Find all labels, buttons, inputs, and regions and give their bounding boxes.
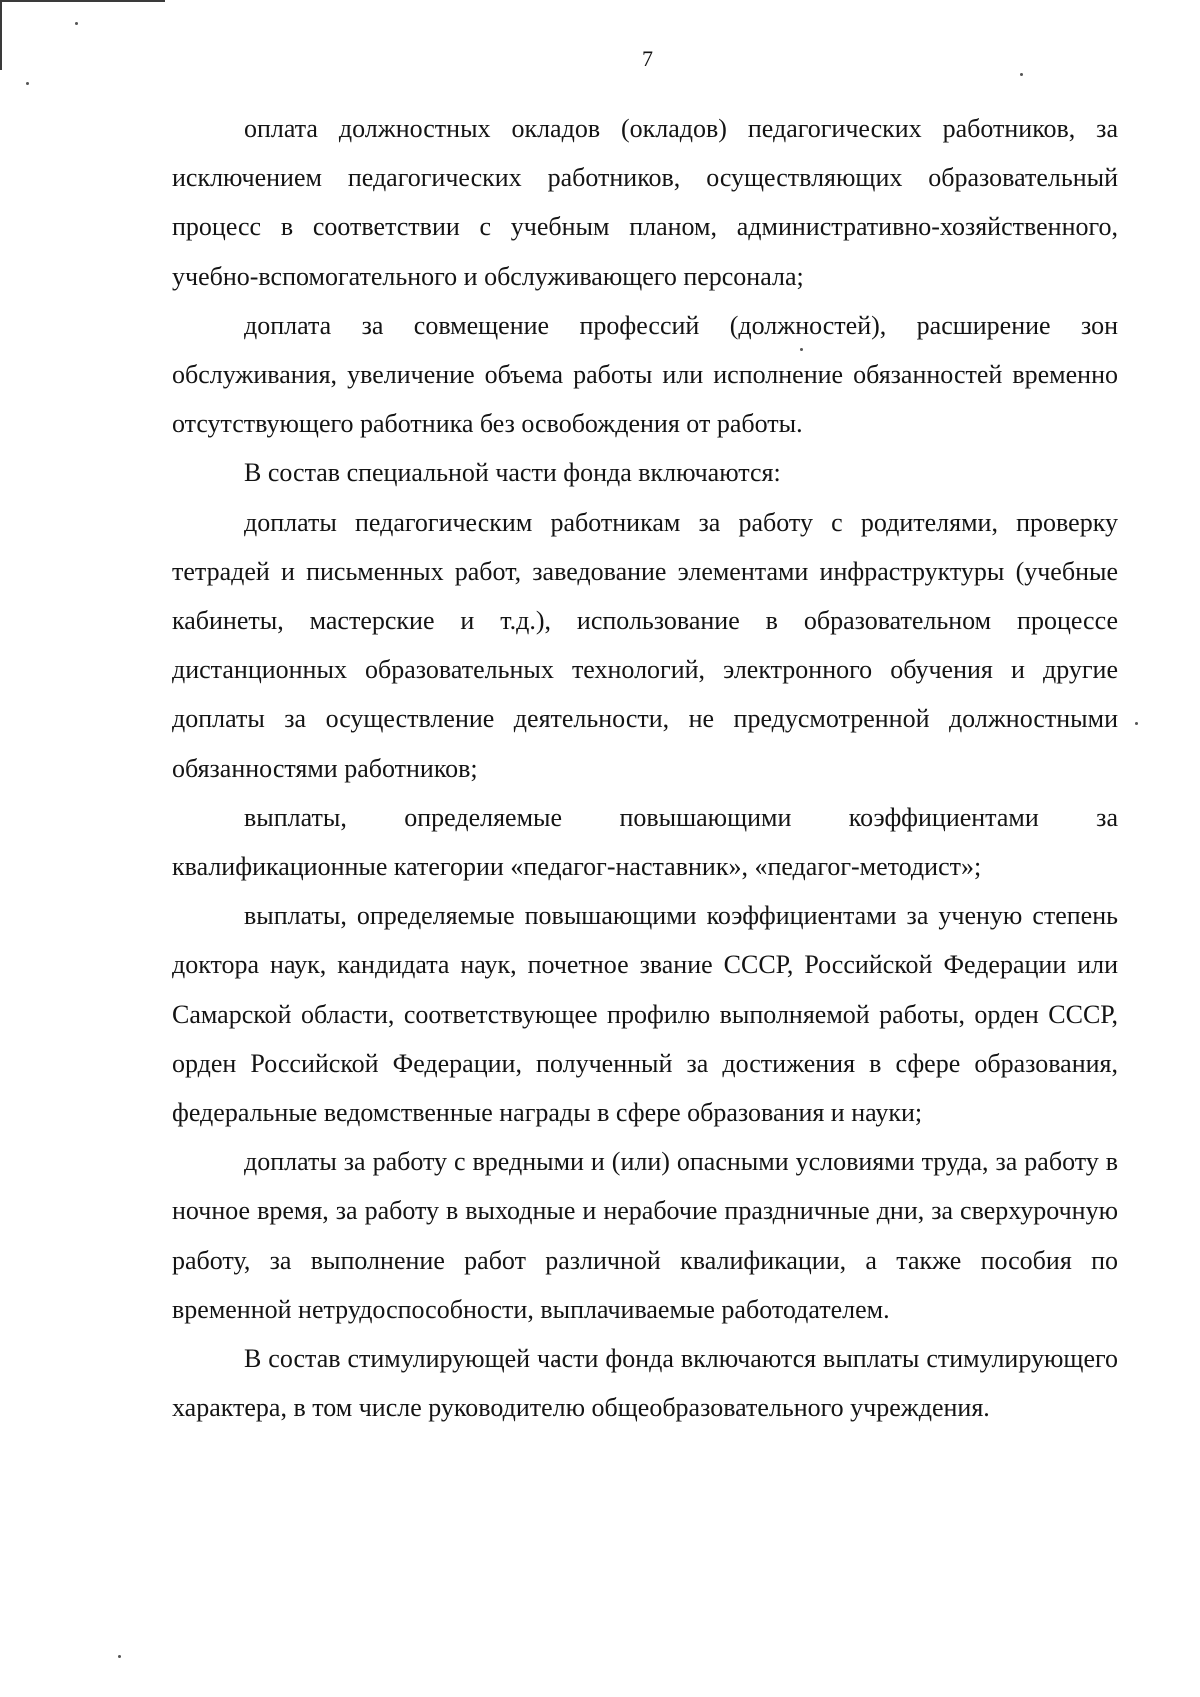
paragraph: доплата за совмещение профессий (должностей), расширение зон обслуживания, увеличение объема работы или исполнение обязанностей временно отсутствующего работника без освобождения от работы. (172, 310, 1118, 439)
paragraph: выплаты, определяемые повышающими коэффициентами за квалификационные категории «педагог-наставник», «педагог-методист»; (172, 802, 1118, 882)
paragraph: оплата должностных окладов (окладов) педагогических работников, за исключением педагогических работников, осуществляющих образовательный процесс в соответствии с учебным планом, административно-хозяйственного, учебно-вспомогательного и обслуживающего персонала; (172, 114, 1118, 291)
scan-edge-top (0, 0, 165, 2)
paragraph: выплаты, определяемые повышающими коэффициентами за ученую степень доктора наук, кандидата наук, почетное звание СССР, Российской Федерации или Самарской области, соответствующее профилю выполняемой работы, орден СССР, орден Российской Федерации, полученный за достижения в сфере образования, федеральные ведомственные награды в сфере образования и науки; (172, 901, 1118, 1128)
scan-speck (1135, 722, 1138, 725)
scan-speck (75, 22, 78, 25)
document-body (172, 104, 1118, 1432)
paragraph: В состав стимулирующей части фонда включаются выплаты стимулирующего характера, в том числе руководителю общеобразовательного учреждения. (172, 1344, 1118, 1423)
paragraph: доплаты за работу с вредными и (или) опасными условиями труда, за работу в ночное время, за работу в выходные и нерабочие праздничные дни, за сверхурочную работу, за выполнение работ различной квалификации, а также пособия по временной нетрудоспособности, выплачиваемые работодателем. (172, 1147, 1118, 1324)
paragraph: доплаты педагогическим работникам за работу с родителями, проверку тетрадей и письменных работ, заведование элементами инфраструктуры (учебные кабинеты, мастерские и т.д.), использование в образовательном процессе дистанционных образовательных технологий, электронного обучения и другие доплаты за осуществление деятельности, не предусмотренной должностными обязанностями работников; (172, 507, 1118, 783)
scan-speck (26, 82, 29, 85)
scan-speck (118, 1655, 121, 1658)
page-number: 7 (642, 46, 653, 71)
paragraph: В состав специальной части фонда включаются: (244, 458, 781, 488)
